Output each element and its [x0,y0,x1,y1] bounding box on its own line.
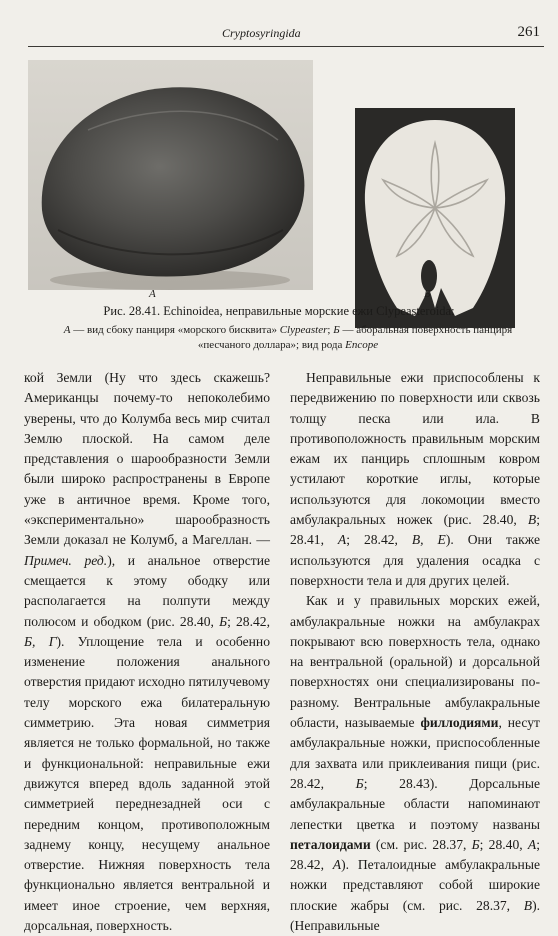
paragraph: кой Земли (Ну что здесь скажешь? Американцы почему-то непоколебимо уверены, что до Колумба весь мир считал Землю плоской. На самом деле представления о шарообразности Земли были широко распространены в Европе уже в античное время. Кроме того, «экспериментально» шарообразность Земли доказал не Колумб, а Магеллан. — Примеч. ред.), и анальное отверстие смещается к этому ободку или располагается на полпути между полюсом и ободком (рис. 28.40, Б; 28.42, Б, Г). Уплощение тела и особенно изменение положения анального отверстия придают исходно пятилучевому телу морского ежа билатеральную симметрию. Эта новая симметрия является не только формальной, но также и функциональной: неправильные ежи движутся вперед вдоль заданной этой симметрией переднезадней оси с передним концом, противоположным заднему концу, несущему анальное отверстие. Нижняя поверхность тела функционально является вентральной и имеет иное строение, чем верхняя, дорсальная, поверхность. [24,370,270,934]
sand-dollar-photo [355,108,515,328]
figure-28-41 [0,48,558,295]
left-text-column [24,368,270,936]
term-petaloids: петалоидами [290,836,371,852]
paragraph: Как и у правильных морских ежей, амбулакральные ножки на амбулакрах покрывают всю поверхность тела, однако на вентральной (оральной) и дорсальной поверхностях они специализированы по-разному. Вентральные амбулакральные области, называемые филлодиями, несут амбулакральные ножки, приспособленные для захвата или приклеивания пищи (рис. 28.42, Б; 28.43). Дорсальные амбулакральные области напоминают лепестки цветка и поэтому названы петалоидами (см. рис. 28.37, Б; 28.40, А; 28.42, А). Петалоидные амбулакральные ножки представляют собой широкие плоские жабры (см. рис. 28.37, В). (Неправильные [290,593,540,934]
figure-caption-body: А — вид сбоку панциря «морского бисквита» Clypeaster; Б — аборальная поверхность панциря «песчаного доллара»; вид рода Encope [63,324,513,351]
figure-caption-title: Рис. 28.41. Echinoidea, неправильные морские ежи Clypeasteroida: [103,304,455,318]
right-text-column [290,368,540,936]
header-rule [28,46,544,47]
term-phyllodes: филлодиями [420,715,499,731]
page-number: 261 [517,24,540,40]
figure-label-b: Б [424,288,431,300]
figure-label-a: А [149,288,156,300]
sea-biscuit-photo [28,60,313,290]
paragraph: Неправильные ежи приспособлены к передвижению по поверхности или сквозь толщу песка или ила. В противоположность правильным морским ежам их панцирь сплошным ковром устилают короткие иглы, которые используются для локомоции вместо амбулакральных ножек (рис. 28.40, В; 28.41, А; 28.42, В, Е). Они также используются для удаления осадка с поверхности тела и для других целей. [290,370,540,588]
running-head: Cryptosyringida [222,26,301,40]
